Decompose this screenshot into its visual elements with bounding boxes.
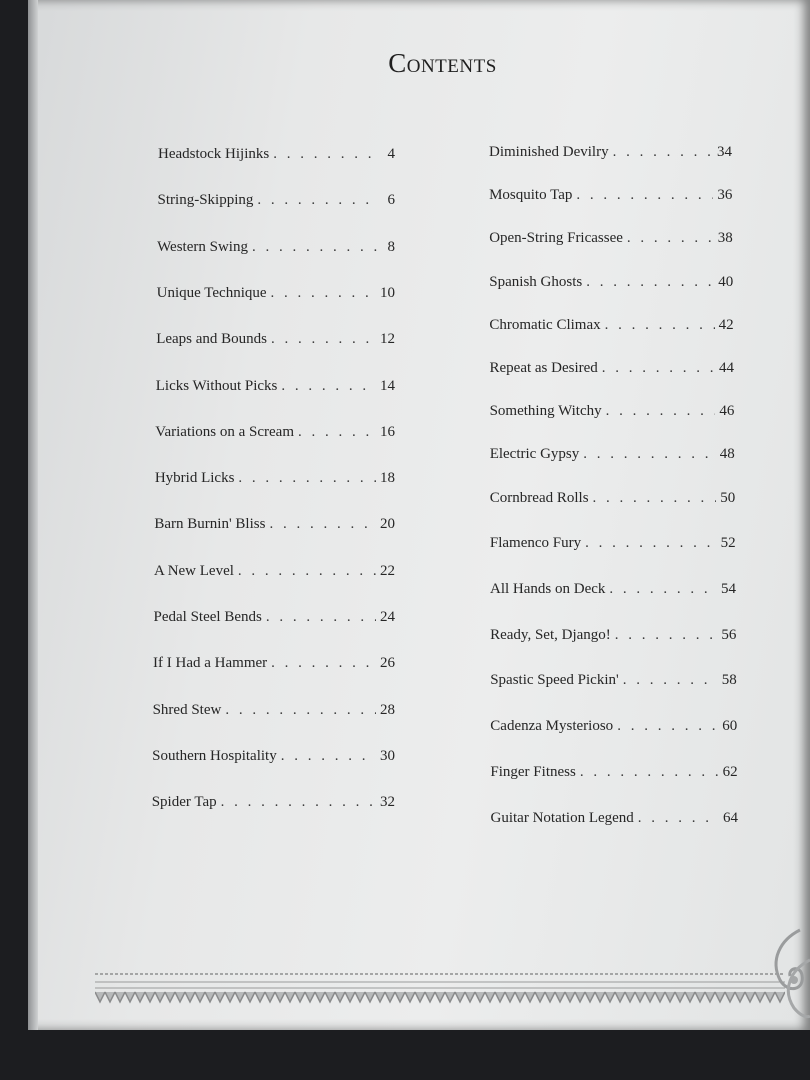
toc-entry: [489, 144, 732, 161]
toc-entry-title: Ready, Set, Django!: [490, 626, 611, 643]
dot-leader: [271, 331, 376, 348]
toc-entry: [155, 424, 395, 441]
dot-leader: [585, 535, 716, 552]
toc-entry-page-number: 24: [380, 609, 395, 625]
dot-leader: [273, 146, 377, 163]
corner-ornament: [760, 920, 810, 1030]
toc-entry-page-number: 64: [723, 809, 738, 826]
dot-leader: [281, 748, 376, 765]
toc-entry: [490, 403, 735, 420]
toc-entry-title: Variations on a Scream: [155, 423, 295, 440]
dot-leader: [225, 702, 376, 719]
dot-leader: [593, 490, 717, 507]
toc-entry-title: Finger Fitness: [490, 763, 576, 780]
toc-entry-title: Cornbread Rolls: [489, 489, 589, 506]
toc-entry-page-number: 26: [379, 655, 395, 672]
toc-entry-page-number: 16: [379, 423, 395, 440]
toc-entry-title: Spanish Ghosts: [489, 273, 583, 290]
toc-entry-title: Leaps and Bounds: [156, 331, 268, 348]
dot-leader: [623, 672, 718, 689]
toc-entry-page-number: 62: [722, 763, 738, 780]
toc-entry-title: Hybrid Licks: [154, 470, 235, 487]
dot-leader: [271, 285, 376, 302]
toc-entry: [490, 535, 736, 552]
toc-entry-title: Southern Hospitality: [152, 747, 277, 764]
dot-leader: [583, 446, 716, 463]
toc-entry: [490, 581, 736, 598]
toc-entry-page-number: 20: [379, 516, 395, 533]
dot-leader: [617, 718, 718, 735]
dot-leader: [238, 563, 376, 580]
toc-entry-title: Open-String Fricassee: [489, 230, 623, 247]
toc-entry: [156, 378, 395, 395]
toc-entry: [490, 446, 735, 463]
toc-entry: [152, 794, 395, 811]
toc-entry: [156, 331, 395, 348]
toc-entry-page-number: 12: [379, 331, 395, 348]
toc-entry-page-number: 14: [380, 377, 395, 394]
toc-entry-title: If I Had a Hammer: [153, 655, 268, 672]
toc-entry-page-number: 4: [387, 146, 395, 162]
toc-entry: [490, 490, 735, 507]
toc-entry-page-number: 30: [379, 747, 395, 764]
toc-entry-title: Chromatic Climax: [489, 316, 601, 333]
dot-leader: [221, 794, 376, 811]
toc-entry-page-number: 6: [387, 192, 395, 209]
toc-entry: [158, 146, 395, 163]
toc-entry-page-number: 60: [722, 718, 738, 735]
toc-entry-page-number: 52: [720, 535, 736, 552]
toc-entry-page-number: 40: [718, 273, 734, 290]
toc-entry: [157, 239, 395, 256]
toc-entry-title: Electric Gypsy: [489, 446, 580, 463]
toc-entry: [154, 516, 395, 533]
toc-entry: [153, 655, 395, 672]
dot-leader: [613, 144, 713, 161]
dot-leader: [238, 470, 376, 487]
toc-entry-title: Unique Technique: [156, 284, 267, 301]
toc-entry-page-number: 48: [719, 446, 735, 463]
toc-entry: [490, 360, 735, 377]
contents-title: Contents: [388, 48, 497, 78]
toc-entry: [490, 718, 737, 735]
dot-leader: [605, 317, 715, 334]
toc-entry-page-number: 44: [719, 360, 734, 376]
toc-entry-title: Cadenza Mysterioso: [490, 718, 614, 735]
toc-entry-page-number: 56: [721, 626, 737, 643]
dot-leader: [266, 609, 376, 626]
dot-leader: [638, 810, 719, 827]
toc-entry: [158, 192, 395, 209]
dot-leader: [298, 424, 376, 441]
toc-entry-title: Flamenco Fury: [489, 535, 582, 552]
dot-leader: [606, 403, 716, 420]
toc-entry-page-number: 50: [720, 489, 736, 506]
toc-entry: [153, 702, 395, 719]
toc-entry-page-number: 54: [721, 581, 736, 597]
page-binding-edge: [28, 0, 38, 1030]
toc-entry: [489, 274, 733, 291]
toc-entry-page-number: 10: [379, 284, 395, 301]
toc-entry-page-number: 8: [387, 238, 395, 255]
toc-entry-title: String-Skipping: [157, 192, 254, 209]
toc-entry-page-number: 28: [379, 701, 395, 718]
toc-entry-title: Guitar Notation Legend: [490, 809, 634, 826]
toc-entry: [152, 748, 395, 765]
toc-entry: [157, 285, 395, 302]
toc-entry: [155, 470, 395, 487]
toc-entry-title: Western Swing: [157, 238, 248, 255]
toc-entry-page-number: 36: [717, 187, 733, 204]
toc-entry-page-number: 46: [719, 403, 735, 420]
dot-leader: [602, 360, 715, 377]
toc-entry-title: Barn Burnin' Bliss: [154, 516, 266, 533]
decorative-border: [95, 968, 785, 1008]
dot-leader: [627, 230, 714, 247]
toc-entry-page-number: 22: [379, 562, 395, 579]
toc-entry-title: Spastic Speed Pickin': [490, 672, 619, 689]
toc-entry: [489, 187, 732, 204]
dot-leader: [615, 627, 718, 644]
toc-entry-title: Repeat as Desired: [489, 360, 598, 376]
toc-entry-title: Mosquito Tap: [489, 187, 573, 204]
toc-entry: [491, 810, 739, 827]
toc-entry: [490, 627, 736, 644]
toc-entry: [489, 230, 733, 247]
toc-entry: [490, 672, 737, 689]
toc-entry-page-number: 34: [717, 144, 732, 160]
dot-leader: [257, 192, 377, 209]
toc-entry-page-number: 32: [379, 794, 395, 811]
toc-entry: [490, 764, 737, 781]
toc-entry-page-number: 18: [379, 470, 395, 487]
toc-entry-page-number: 38: [717, 230, 733, 247]
toc-entry-title: Shred Stew: [152, 701, 222, 718]
toc-entry-title: Headstock Hijinks: [158, 146, 270, 162]
dot-leader: [271, 655, 376, 672]
toc-entry-title: All Hands on Deck: [490, 581, 606, 597]
toc-entry: [154, 563, 395, 580]
dot-leader: [269, 516, 376, 533]
dot-leader: [609, 581, 717, 598]
toc-entry-title: Something Witchy: [489, 403, 602, 420]
toc-entry-page-number: 58: [721, 672, 737, 689]
toc-entry-title: Diminished Devilry: [489, 144, 609, 160]
toc-entry-title: Licks Without Picks: [155, 377, 278, 394]
dot-leader: [576, 187, 713, 204]
toc-entry: [154, 609, 396, 626]
dot-leader: [281, 378, 376, 395]
dot-leader: [580, 764, 719, 781]
toc-entry: [489, 317, 733, 334]
toc-entry-title: A New Level: [153, 562, 234, 579]
toc-entry-page-number: 42: [718, 316, 734, 333]
dot-leader: [252, 239, 377, 256]
toc-entry-title: Pedal Steel Bends: [153, 609, 262, 625]
toc-entry-title: Spider Tap: [151, 794, 217, 811]
dot-leader: [586, 274, 714, 291]
